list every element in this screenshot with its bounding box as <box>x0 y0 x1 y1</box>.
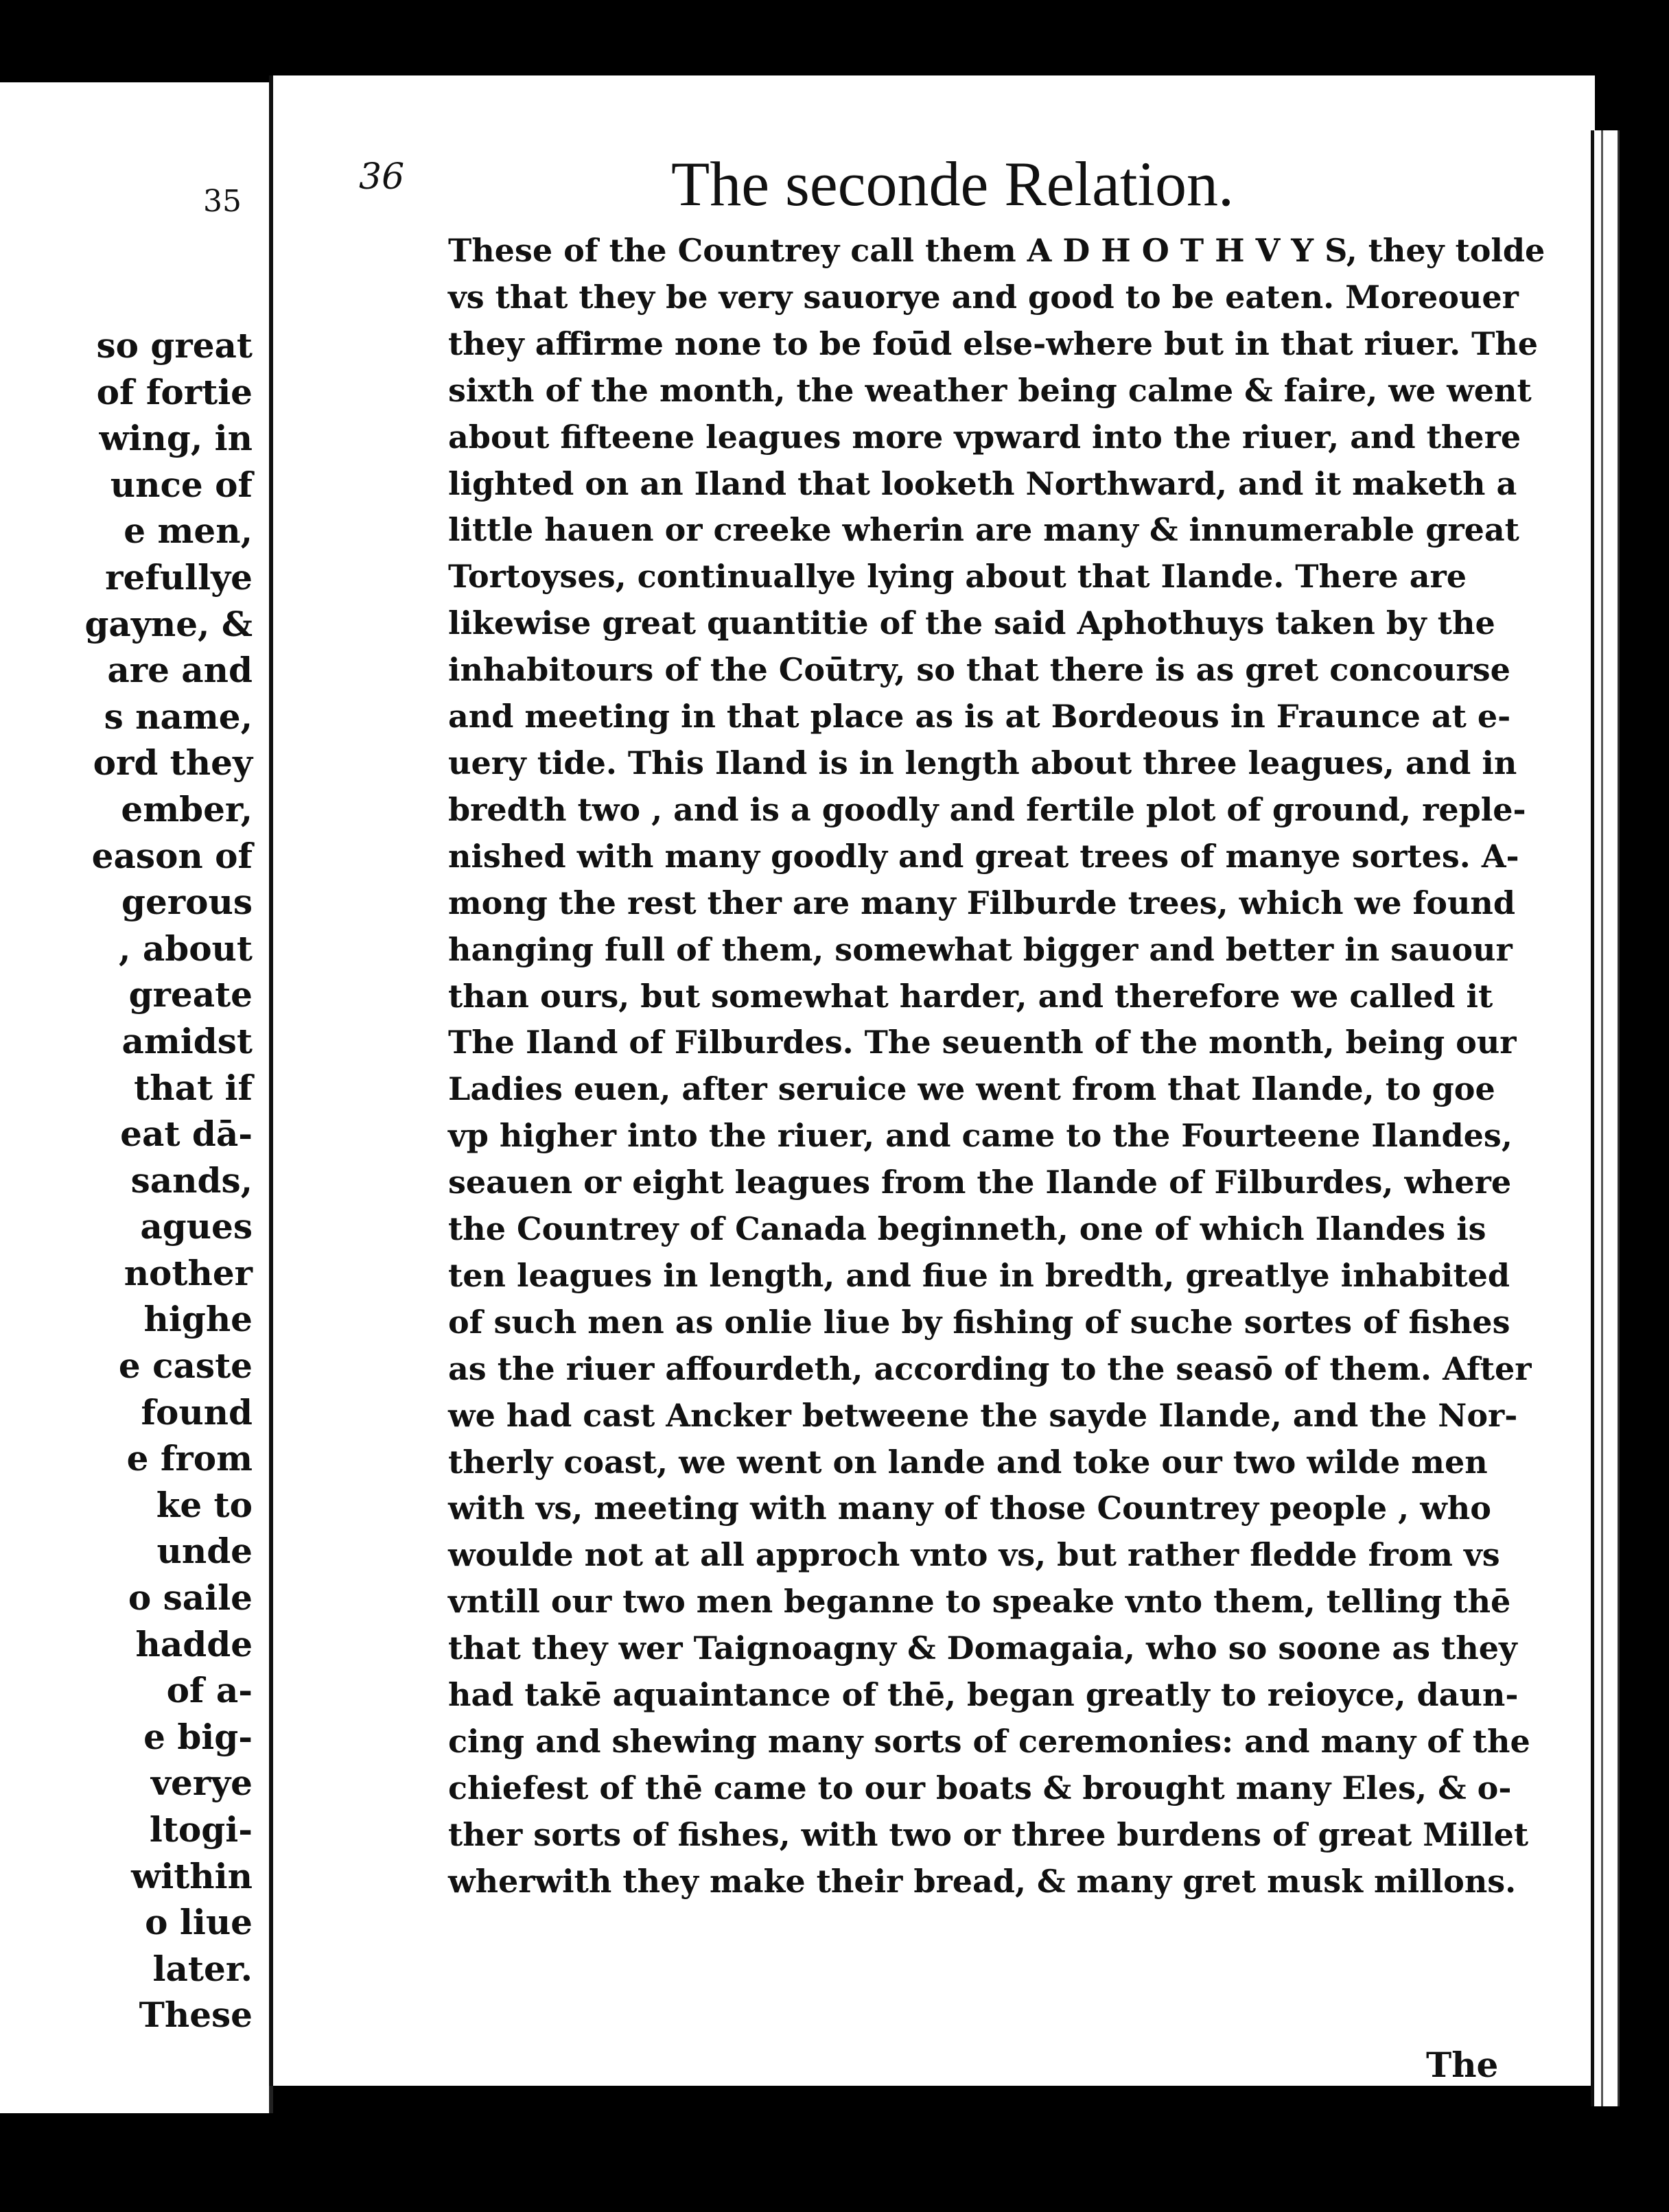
text-line: ten leagues in length, and fiue in bredth, greatlye inhabited <box>448 1256 1510 1294</box>
text-line: wherwith they make their bread, & many gret musk millons. <box>448 1862 1517 1900</box>
text-line: the Countrey of Canada beginneth, one of which Ilandes is <box>448 1210 1486 1248</box>
text-line: mong the rest ther are many Filburde trees, which we found <box>448 884 1516 921</box>
left-page-line: o saile <box>128 1577 253 1619</box>
text-line: inhabitours of the Coūtry, so that there is as gret concourse <box>448 651 1510 689</box>
text-line: lighted on an Iland that looketh Northward, and it maketh a <box>448 464 1517 502</box>
left-page-line: eason of <box>91 835 253 876</box>
left-page-line: later. <box>152 1948 253 1989</box>
text-line: bredth two , and is a goodly and fertile plot of ground, reple- <box>448 790 1526 828</box>
left-page-line: hadde <box>135 1623 253 1664</box>
text-line: chiefest of thē came to our boats & brought many Eles, & o- <box>448 1769 1512 1807</box>
text-line: about fifteene leagues more vpward into the riuer, and there <box>448 418 1521 456</box>
text-line: nished with many goodly and great trees of manye sortes. A- <box>448 837 1519 875</box>
text-line: seauen or eight leagues from the Ilande of Filburdes, where <box>448 1164 1512 1201</box>
left-page-line: ke to <box>156 1484 253 1525</box>
left-page-line: ember, <box>121 788 253 830</box>
left-page-line: agues <box>140 1206 253 1247</box>
text-line: than ours, but somewhat harder, and therefore we called it <box>448 977 1493 1015</box>
left-page-line: wing, in <box>99 418 253 459</box>
text-line: ther sorts of fishes, with two or three burdens of great Millet <box>448 1815 1529 1853</box>
left-page-line: e from <box>126 1438 253 1479</box>
text-line: and meeting in that place as is at Bordeous in Fraunce at e- <box>448 698 1511 736</box>
left-page-line: unde <box>156 1531 253 1572</box>
text-line: that they wer Taignoagny & Domagaia, who so soone as they <box>448 1629 1517 1667</box>
left-page-line: , about <box>119 928 253 969</box>
text-line: we had cast Ancker betweene the sayde Ilande, and the Nor- <box>448 1396 1518 1434</box>
catchword: The <box>1426 2045 1499 2085</box>
text-line: The Iland of Filburdes. The seuenth of the month, being our <box>448 1024 1517 1061</box>
left-page-line: e men, <box>124 510 253 552</box>
left-page-line: s name, <box>104 696 253 737</box>
running-head: The seconde Relation. <box>671 149 1235 219</box>
left-page-line: that if <box>134 1067 253 1108</box>
text-line: they affirme none to be foūd else-where but in that riuer. The <box>448 325 1539 362</box>
left-page-line: highe <box>143 1299 253 1340</box>
text-line: vs that they be very sauorye and good to be eaten. Moreouer <box>448 278 1519 316</box>
left-page-line: so great <box>96 325 253 366</box>
left-page <box>0 82 273 2113</box>
left-page-line: of fortie <box>96 371 253 412</box>
left-page-line: o liue <box>145 1902 253 1943</box>
text-line: as the riuer affourdeth, according to the seasō of them. After <box>448 1350 1532 1387</box>
left-page-line: sands, <box>130 1160 253 1201</box>
text-line: likewise great quantitie of the said Aphothuys taken by the <box>448 604 1495 642</box>
text-line: woulde not at all approch vnto vs, but rather fledde from vs <box>448 1536 1500 1574</box>
text-line: vntill our two men beganne to speake vnto them, telling thē <box>448 1583 1511 1621</box>
page-edge <box>1591 130 1620 2106</box>
left-page-number: 35 <box>203 184 242 219</box>
text-line: with vs, meeting with many of those Countrey people , who <box>448 1490 1491 1527</box>
left-page-line: within <box>131 1855 253 1896</box>
text-line: cing and shewing many sorts of ceremonies: and many of the <box>448 1723 1530 1760</box>
left-page-line: e big- <box>143 1716 253 1757</box>
left-page-line: ord they <box>93 742 253 784</box>
left-page-line: eat dā- <box>120 1114 253 1155</box>
left-page-line: gerous <box>121 882 253 923</box>
right-page <box>269 75 1595 2086</box>
left-page-line: gayne, & <box>84 603 253 644</box>
left-page-text <box>0 322 253 2038</box>
text-line: had takē aquaintance of thē, began greatly to reioyce, daun- <box>448 1676 1519 1714</box>
left-page-line: These <box>139 1995 253 2036</box>
left-page-line: refullye <box>105 556 253 598</box>
left-page-line: are and <box>107 650 253 691</box>
left-page-line: verye <box>150 1763 253 1804</box>
text-line: little hauen or creeke wherin are many & innumerable great <box>448 511 1519 549</box>
left-page-line: found <box>141 1391 253 1433</box>
left-page-line: greate <box>128 974 253 1015</box>
text-line: therly coast, we went on lande and toke our two wilde men <box>448 1443 1488 1481</box>
left-page-line: unce of <box>110 464 253 505</box>
text-line: Ladies euen, after seruice we went from that Ilande, to goe <box>448 1070 1495 1108</box>
left-page-line: ltogi- <box>149 1809 253 1850</box>
left-page-line: of a- <box>166 1670 253 1711</box>
text-line: hanging full of them, somewhat bigger and better in sauour <box>448 930 1513 968</box>
text-line: vp higher into the riuer, and came to the Fourteene Ilandes, <box>448 1117 1513 1155</box>
left-page-line: nother <box>124 1252 253 1293</box>
text-line: uery tide. This Iland is in length about three leagues, and in <box>448 744 1517 781</box>
right-page-number: 36 <box>359 156 405 198</box>
text-line: of such men as onlie liue by fishing of suche sortes of fishes <box>448 1303 1510 1341</box>
text-line: These of the Countrey call them A D H O T H V Y S, they tolde <box>448 232 1545 269</box>
left-page-line: amidst <box>121 1020 253 1061</box>
left-page-line: e caste <box>118 1345 253 1387</box>
text-line: Tortoyses, continuallye lying about that Ilande. There are <box>448 558 1467 596</box>
text-line: sixth of the month, the weather being calme & faire, we went <box>448 371 1532 409</box>
body-text <box>448 228 1545 1905</box>
